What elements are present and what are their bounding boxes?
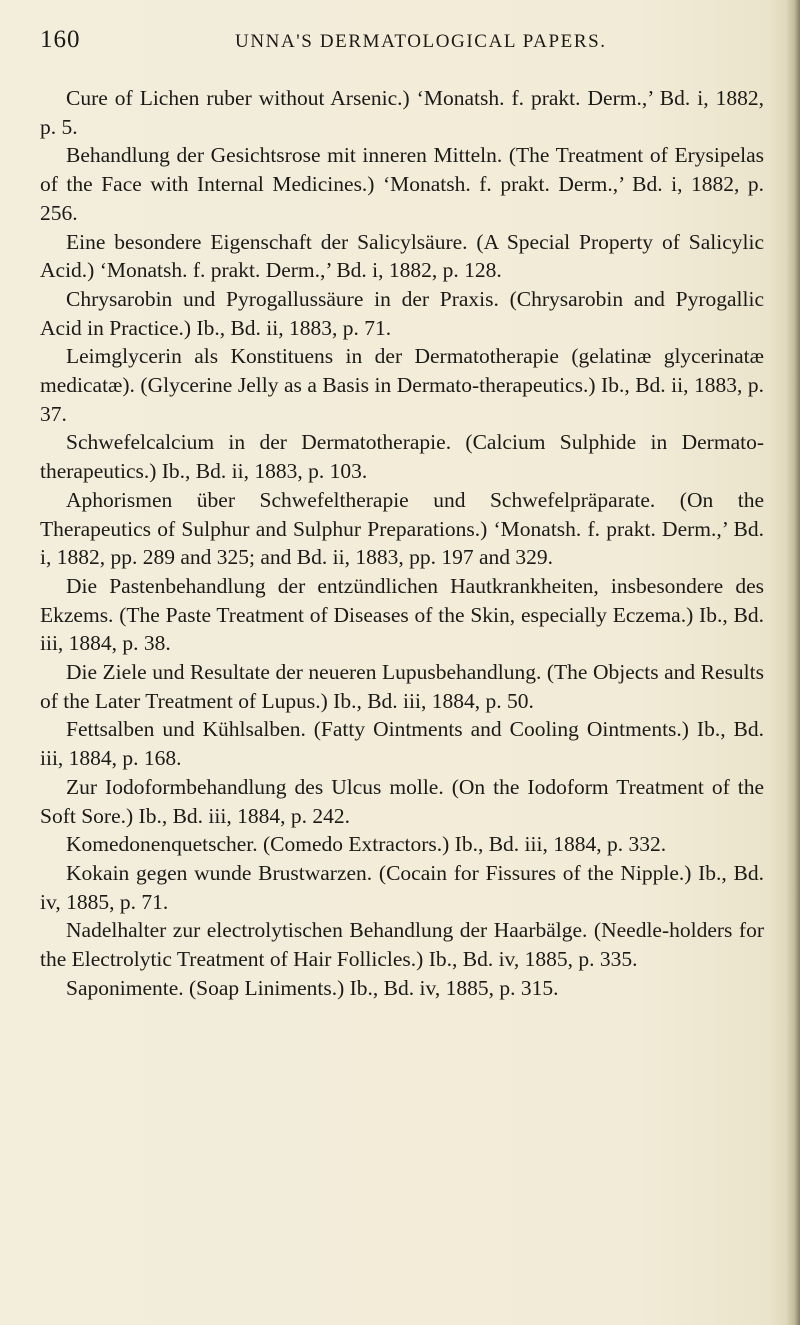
bibliography-entry: Chrysarobin und Pyrogallussäure in der Praxis. (Chrysarobin and Pyrogallic Acid in Practice.) Ib., Bd. ii, 1883, p. 71. <box>40 286 764 340</box>
bibliography-entry: Die Pastenbehandlung der entzündlichen Hautkrankheiten, insbesondere des Ekzems. (The Paste Treatment of Diseases of the Skin, especially Eczema.) Ib., Bd. iii, 1884, p. 38. <box>40 573 764 656</box>
bibliography-entry: Cure of Lichen ruber without Arsenic.) ‘Monatsh. f. prakt. Derm.,’ Bd. i, 1882, p. 5. <box>40 86 764 139</box>
bibliography-entry: Aphorismen über Schwefeltherapie und Schwefelpräparate. (On the Therapeutics of Sulphur and Sulphur Preparations.) ‘Monatsh. f. prakt. Derm.,’ Bd. i, 1882, pp. 289 and 325; and Bd. ii, 1883, pp. 197 and 329. <box>40 487 764 570</box>
page-edge-shadow <box>786 0 800 1325</box>
bibliography-list <box>40 84 764 1003</box>
bibliography-entry: Behandlung der Gesichtsrose mit inneren Mitteln. (The Treatment of Erysipelas of the Face with Internal Medicines.) ‘Monatsh. f. prakt. Derm.,’ Bd. i, 1882, p. 256. <box>40 143 764 225</box>
bibliography-entry: Zur Iodoformbehandlung des Ulcus molle. (On the Iodoform Treatment of the Soft Sore.) Ib., Bd. iii, 1884, p. 242. <box>40 774 764 828</box>
bibliography-entry: Kokain gegen wunde Brustwarzen. (Cocain for Fissures of the Nipple.) Ib., Bd. iv, 1885, p. 71. <box>40 860 764 914</box>
bibliography-entry: Leimglycerin als Konstituens in der Dermatotherapie (gelatinæ glycerinatæ medicatæ). (Glycerine Jelly as a Basis in Dermato-therapeutics.) Ib., Bd. ii, 1883, p. 37. <box>40 344 764 426</box>
page-number: 160 <box>40 26 81 53</box>
bibliography-entry: Saponimente. (Soap Liniments.) Ib., Bd. iv, 1885, p. 315. <box>66 975 559 1000</box>
bibliography-entry: Eine besondere Eigenschaft der Salicylsäure. (A Special Property of Salicylic Acid.) ‘Monatsh. f. prakt. Derm.,’ Bd. i, 1882, p. 128. <box>40 229 764 283</box>
bibliography-entry: Komedonenquetscher. (Comedo Extractors.) Ib., Bd. iii, 1884, p. 332. <box>66 832 667 857</box>
bibliography-entry: Die Ziele und Resultate der neueren Lupusbehandlung. (The Objects and Results of the Later Treatment of Lupus.) Ib., Bd. iii, 1884, p. 50. <box>40 660 764 713</box>
bibliography-entry: Nadelhalter zur electrolytischen Behandlung der Haarbälge. (Needle-holders for the Electrolytic Treatment of Hair Follicles.) Ib., Bd. iv, 1885, p. 335. <box>40 918 764 972</box>
page-header <box>40 26 760 60</box>
running-head: UNNA'S DERMATOLOGICAL PAPERS. <box>235 31 607 52</box>
bibliography-entry: Schwefelcalcium in der Dermatotherapie. (Calcium Sulphide in Dermato-therapeutics.) Ib., Bd. ii, 1883, p. 103. <box>40 430 764 484</box>
bibliography-entry: Fettsalben und Kühlsalben. (Fatty Ointments and Cooling Ointments.) Ib., Bd. iii, 1884, p. 168. <box>40 717 764 771</box>
